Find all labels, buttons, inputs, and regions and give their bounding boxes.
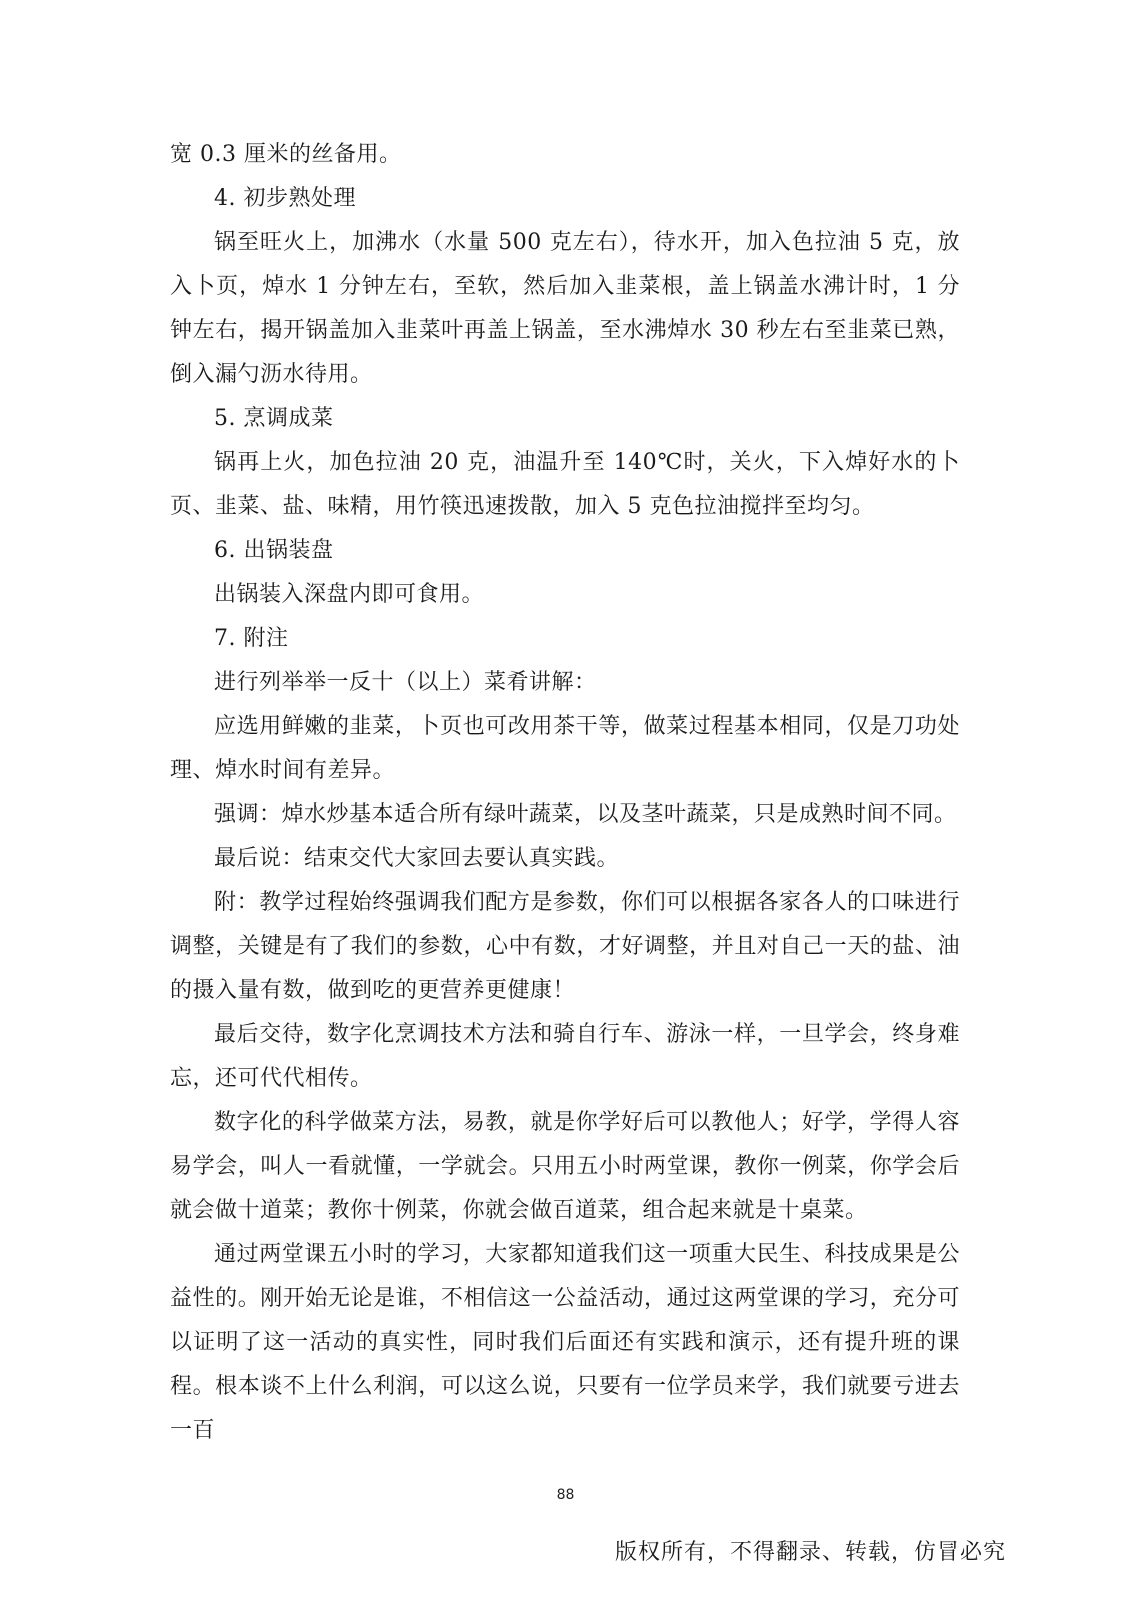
paragraph: 出锅装入深盘内即可食用。 <box>214 582 485 607</box>
paragraph: 进行列举举一反十（以上）菜肴讲解： <box>214 670 597 695</box>
section-heading-4: 4. 初步熟处理 <box>214 186 356 211</box>
paragraph: 附：教学过程始终强调我们配方是参数，你们可以根据各家各人的口味进行调整，关键是有了我们的参数，心中有数，才好调整，并且对自己一天的盐、油的摄入量有数，做到吃的更营养更健康！ <box>170 890 960 1003</box>
section-heading-7: 7. 附注 <box>214 626 289 651</box>
section-heading-5: 5. 烹调成菜 <box>214 406 334 431</box>
paragraph: 锅至旺火上，加沸水（水量 500 克左右），待水开，加入色拉油 5 克，放入卜页，焯水 1 分钟左右，至软，然后加入韭菜根，盖上锅盖水沸计时，1 分钟左右，揭开锅盖加入韭菜叶再盖上锅盖，至水沸焯水 30 秒左右至韭菜已熟，倒入漏勺沥水待用。 <box>170 230 960 387</box>
copyright-footer: 版权所有，不得翻录、转载，仿冒必究 <box>614 1540 1006 1565</box>
paragraph: 最后交待，数字化烹调技术方法和骑自行车、游泳一样，一旦学会，终身难忘，还可代代相传。 <box>170 1022 960 1091</box>
section-heading-6: 6. 出锅装盘 <box>214 538 334 563</box>
paragraph-continuation: 宽 0.3 厘米的丝备用。 <box>170 142 402 167</box>
paragraph: 锅再上火，加色拉油 20 克，油温升至 140℃时，关火，下入焯好水的卜页、韭菜、盐、味精，用竹筷迅速拨散，加入 5 克色拉油搅拌至均匀。 <box>170 450 960 519</box>
page-number: 88 <box>556 1487 575 1503</box>
paragraph: 最后说：结束交代大家回去要认真实践。 <box>214 846 620 871</box>
paragraph: 强调：焯水炒基本适合所有绿叶蔬菜，以及茎叶蔬菜，只是成熟时间不同。 <box>214 802 957 827</box>
paragraph: 应选用鲜嫩的韭菜，卜页也可改用茶干等，做菜过程基本相同，仅是刀功处理、焯水时间有差异。 <box>170 714 960 783</box>
paragraph: 数字化的科学做菜方法，易教，就是你学好后可以教他人；好学，学得人容易学会，叫人一看就懂，一学就会。只用五小时两堂课，教你一例菜，你学会后就会做十道菜；教你十例菜，你就会做百道菜，组合起来就是十桌菜。 <box>170 1110 960 1223</box>
paragraph: 通过两堂课五小时的学习，大家都知道我们这一项重大民生、科技成果是公益性的。刚开始无论是谁，不相信这一公益活动，通过这两堂课的学习，充分可以证明了这一活动的真实性，同时我们后面还有实践和演示，还有提升班的课程。根本谈不上什么利润，可以这么说，只要有一位学员来学，我们就要亏进去一百 <box>170 1242 960 1443</box>
document-body <box>170 133 960 1453</box>
